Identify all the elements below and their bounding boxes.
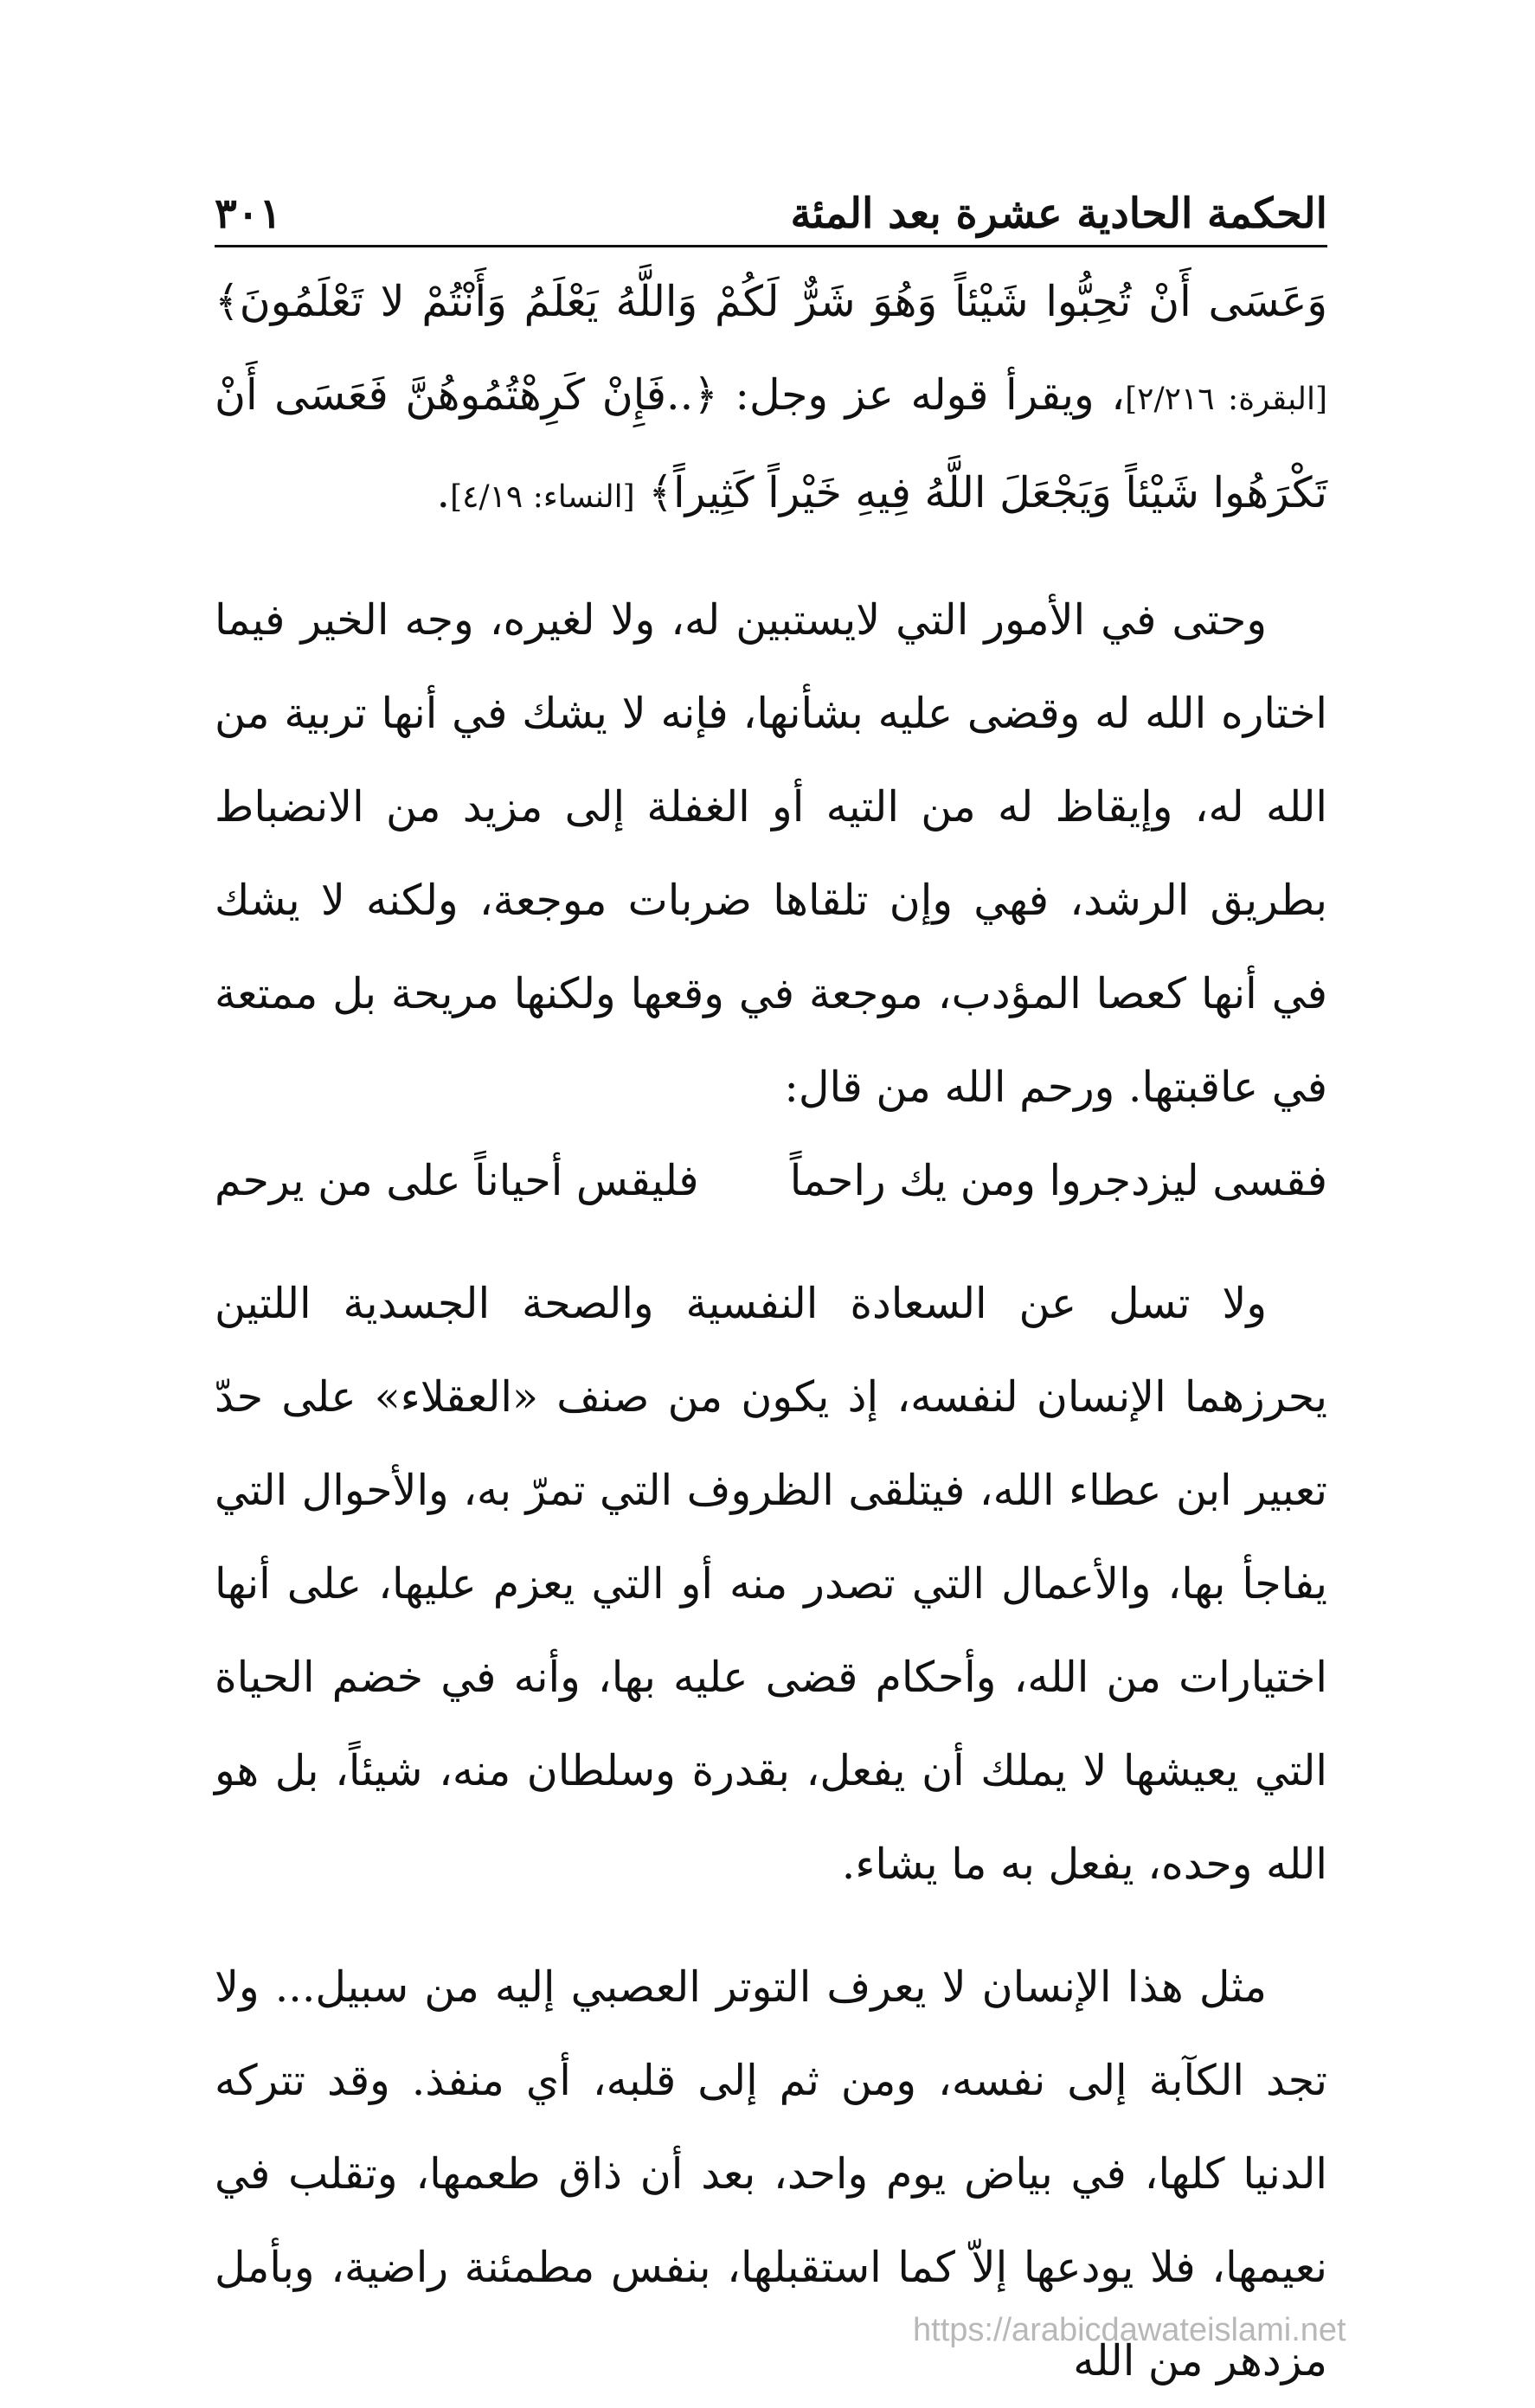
paragraph-gap	[215, 544, 1327, 574]
quran-quote-block	[215, 255, 1327, 544]
poem-hemistich: فليقس أحياناً على من يرحم	[215, 1156, 699, 1205]
verse-citation: [البقرة: ٢/٢١٦]	[1125, 382, 1328, 417]
sentence-end: .	[436, 468, 451, 517]
poem-hemistich: فقسى ليزدجروا ومن يك راحماً	[789, 1156, 1327, 1205]
header-divider	[215, 245, 1327, 247]
poem-verse	[215, 1134, 1327, 1228]
paragraph: وحتى في الأمور التي لايستبين له، ولا لغيره، وجه الخير فيما اختاره الله له وقضى عليه بشأنها، فإنه لا يشك في أنها تربية من الله له، وإيقاظ له من التيه أو الغفلة إلى مزيد من الانضباط بطريق الرشد، فهي وإن تلقاها ضربات موجعة، ولكنه لا يشك في أنها كعصا المؤدب، موجعة في وقعها ولكنها مريحة بل ممتعة في عاقبتها. ورحم الله من قال:	[215, 595, 1327, 1112]
page-number: ٣٠١	[215, 189, 282, 238]
quran-verse: وَعَسَى أَنْ تُحِبُّوا شَيْئاً وَهُوَ شَرٌّ لَكُمْ وَاللَّهُ يَعْلَمُ وَأَنْتُمْ لا تَعْلَمُونَ﴾	[215, 277, 1327, 326]
paragraph: مثل هذا الإنسان لا يعرف التوتر العصبي إليه من سبيل... ولا تجد الكآبة إلى نفسه، ومن ثم إلى قلبه، أي منفذ. وقد تتركه الدنيا كلها، في بياض يوم واحد، بعد أن ذاق طعمها، وتقلب في نعيمها، فلا يودعها إلاّ كما استقبلها، بنفس مطمئنة راضية، وبأمل مزدهر من الله	[215, 1962, 1327, 2386]
verse-citation: [النساء: ٤/١٩]	[450, 479, 635, 515]
connector-text: ، ويقرأ قوله عز وجل:	[717, 370, 1126, 420]
paragraph: ولا تسل عن السعادة النفسية والصحة الجسدية اللتين يحرزهما الإنسان لنفسه، إذ يكون من صنف «العقلاء» على حدّ تعبير ابن عطاء الله، فيتلقى الظروف التي تمرّ به، والأحوال التي يفاجأ بها، والأعمال التي تصدر منه أو التي يعزم عليها، على أنها اختيارات من الله، وأحكام قضى عليه بها، وأنه في خضم الحياة التي يعيشها لا يملك أن يفعل، بقدرة وسلطان منه، شيئاً، بل هو الله وحده، يفعل به ما يشاء.	[215, 1279, 1327, 1889]
running-head	[215, 186, 1327, 247]
paragraph-gap	[215, 1911, 1327, 1941]
quran-verse: ﴿..فَإِنْ كَرِهْتُمُوهُنَّ فَعَسَى أَنْ تَكْرَهُوا شَيْئاً وَيَجْعَلَ اللَّهُ فِيهِ خَيْراً كَثِيراً﴾	[215, 370, 1327, 517]
watermark-url: https://arabicdawateislami.net	[913, 2312, 1346, 2348]
paragraph-gap	[215, 1228, 1327, 1257]
chapter-title: الحكمة الحادية عشرة بعد المئة	[790, 189, 1327, 238]
page-body	[215, 255, 1327, 2408]
